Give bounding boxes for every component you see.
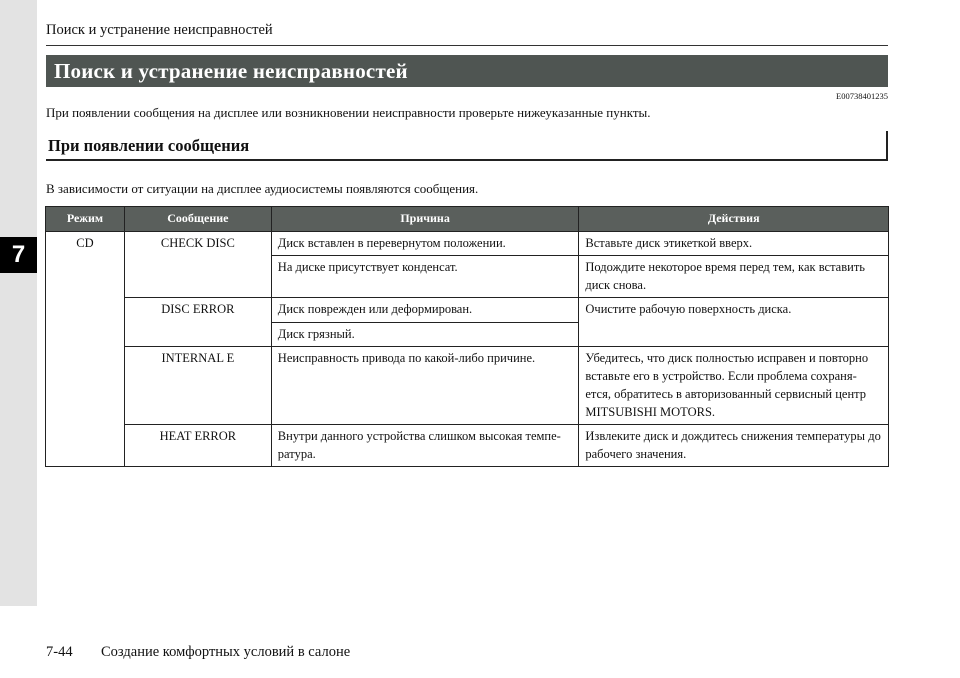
cause-cell: Диск поврежден или деформирован. <box>271 298 579 322</box>
table-row <box>46 425 889 467</box>
side-strip <box>0 0 37 606</box>
subsection-title: При появлении сообщения <box>46 131 888 161</box>
cause-cell: Внутри данного устройства слишком высокая темпе-ратура. <box>271 425 579 467</box>
action-cell: Убедитесь, что диск полностью исправен и повторно вставьте его в устройство. Если проблема сохраня-ется, обратитесь в авторизованный сервисный центр MITSUBISHI MOTORS. <box>579 346 889 425</box>
table-row <box>46 232 889 256</box>
message-table <box>45 206 889 467</box>
action-cell: Вставьте диск этикеткой вверх. <box>579 232 889 256</box>
cause-cell: Неисправность привода по какой-либо причине. <box>271 346 579 425</box>
header-message: Сообщение <box>124 207 271 232</box>
running-head: Поиск и устранение неисправностей <box>46 22 273 38</box>
header-mode: Режим <box>46 207 125 232</box>
header-divider <box>46 45 888 46</box>
message-cell: HEAT ERROR <box>124 425 271 467</box>
table-row <box>46 346 889 425</box>
header-cause: Причина <box>271 207 579 232</box>
cause-cell: Диск грязный. <box>271 322 579 346</box>
mode-cell: CD <box>46 232 125 467</box>
action-cell: Подождите некоторое время перед тем, как вставить диск снова. <box>579 256 889 298</box>
table-row <box>46 298 889 322</box>
page-number: 7-44 <box>46 644 73 660</box>
action-cell: Извлеките диск и дождитесь снижения температуры до рабочего значения. <box>579 425 889 467</box>
header-action: Действия <box>579 207 889 232</box>
message-cell: DISC ERROR <box>124 298 271 346</box>
chapter-tab: 7 <box>0 237 37 273</box>
table-header-row <box>46 207 889 232</box>
message-cell: INTERNAL E <box>124 346 271 425</box>
footer-chapter-title: Создание комфортных условий в салоне <box>101 644 351 660</box>
document-code: E00738401235 <box>836 91 888 101</box>
section-title: Поиск и устранение неисправностей <box>46 55 888 87</box>
message-cell: CHECK DISC <box>124 232 271 298</box>
intro-text: При появлении сообщения на дисплее или возникновении неисправности проверьте нижеуказанные пункты. <box>46 105 651 120</box>
action-cell: Очистите рабочую поверхность диска. <box>579 298 889 346</box>
cause-cell: Диск вставлен в перевернутом положении. <box>271 232 579 256</box>
cause-cell: На диске присутствует конденсат. <box>271 256 579 298</box>
lead-text: В зависимости от ситуации на дисплее аудиосистемы появляются сообщения. <box>46 181 479 196</box>
